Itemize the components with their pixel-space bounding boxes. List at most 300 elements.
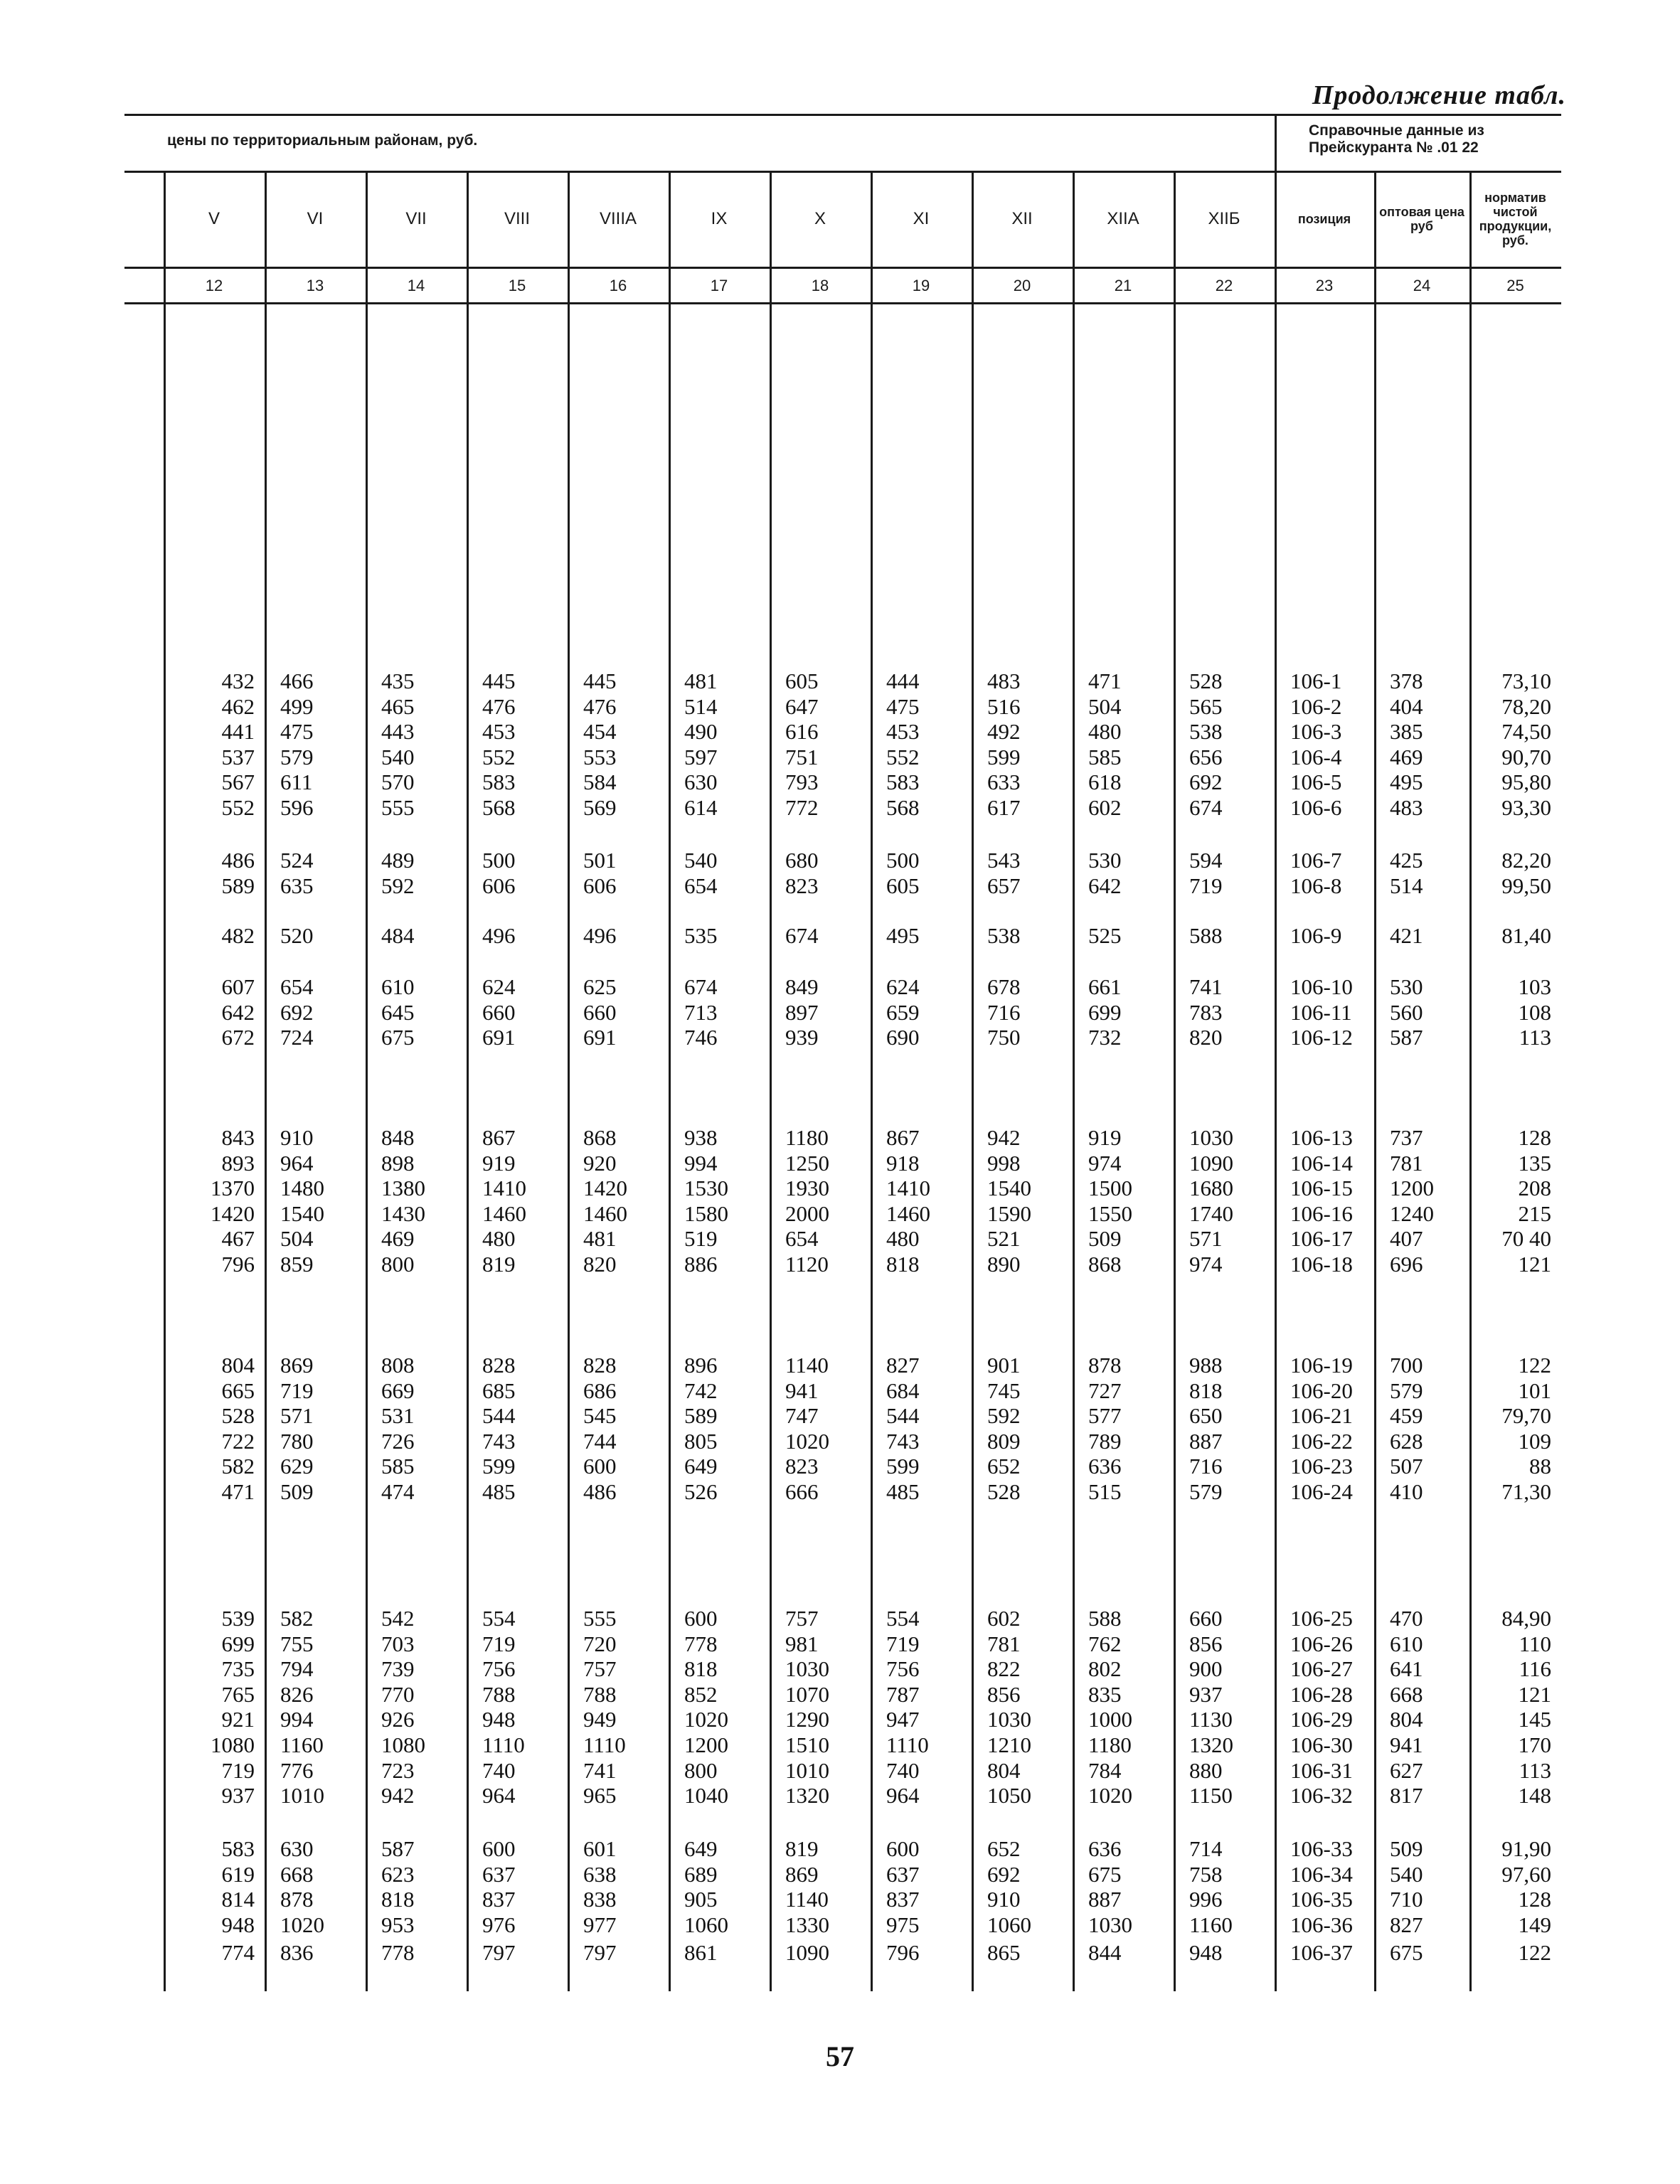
table-cell: 606	[482, 873, 516, 898]
table-cell: 737	[1390, 1125, 1423, 1150]
table-cell: 79,70	[1501, 1403, 1551, 1429]
table-cell: 483	[987, 668, 1021, 693]
table-cell: 901	[987, 1353, 1021, 1378]
table-cell: 594	[1189, 848, 1223, 873]
table-cell: 1140	[785, 1353, 829, 1378]
table-cell: 528	[221, 1403, 255, 1429]
table-cell: 545	[583, 1403, 617, 1429]
column-number: 18	[811, 277, 829, 294]
table-cell: 579	[280, 744, 314, 769]
table-cell: 678	[987, 974, 1021, 999]
table-cell: 636	[1088, 1836, 1122, 1861]
table-cell: 1530	[684, 1176, 728, 1201]
table-cell: 794	[280, 1656, 314, 1682]
table-cell: 650	[1189, 1403, 1223, 1429]
table-cell: 699	[1088, 999, 1122, 1025]
table-cell: 1080	[211, 1732, 255, 1757]
table-cell: 441	[221, 719, 255, 745]
table-cell: 552	[482, 744, 516, 769]
table-cell: 652	[987, 1454, 1021, 1479]
table-cell: 691	[583, 1025, 617, 1050]
table-cell: 1590	[987, 1200, 1031, 1226]
table-cell: 106-16	[1290, 1200, 1353, 1226]
table-cell: 856	[987, 1681, 1021, 1707]
table-cell: 859	[280, 1252, 314, 1277]
table-cell: 432	[221, 668, 255, 693]
table-cell: 569	[583, 795, 617, 820]
table-cell: 867	[482, 1125, 516, 1150]
table-cell: 525	[1088, 923, 1122, 948]
column-divider	[568, 171, 570, 1991]
table-cell: 819	[482, 1252, 516, 1277]
table-cell: 1110	[886, 1732, 929, 1757]
table-cell: 756	[482, 1656, 516, 1682]
table-cell: 867	[886, 1125, 920, 1150]
table-cell: 905	[684, 1887, 718, 1912]
table-cell: 605	[785, 668, 819, 693]
table-cell: 1070	[785, 1681, 829, 1707]
table-cell: 802	[1088, 1656, 1122, 1682]
table-cell: 128	[1518, 1125, 1551, 1150]
table-cell: 1370	[211, 1176, 255, 1201]
table-cell: 776	[280, 1757, 314, 1783]
table-cell: 122	[1518, 1353, 1551, 1378]
table-cell: 861	[684, 1940, 718, 1965]
table-cell: 617	[987, 795, 1021, 820]
table-cell: 113	[1519, 1757, 1551, 1783]
table-cell: 758	[1189, 1861, 1223, 1887]
table-cell: 919	[482, 1150, 516, 1176]
table-cell: 499	[280, 693, 314, 719]
table-cell: 703	[381, 1631, 415, 1656]
table-cell: 215	[1518, 1200, 1551, 1226]
table-cell: 1120	[785, 1252, 829, 1277]
table-cell: 1460	[583, 1200, 627, 1226]
table-cell: 582	[280, 1606, 314, 1631]
table-cell: 630	[280, 1836, 314, 1861]
table-cell: 99,50	[1501, 873, 1551, 898]
table-cell: 1680	[1189, 1176, 1233, 1201]
table-cell: 495	[886, 923, 920, 948]
table-cell: 106-7	[1290, 848, 1342, 873]
table-cell: 542	[381, 1606, 415, 1631]
table-cell: 672	[221, 1025, 255, 1050]
table-cell: 800	[684, 1757, 718, 1783]
table-cell: 1050	[987, 1783, 1031, 1809]
table-cell: 584	[583, 769, 617, 795]
table-cell: 555	[381, 795, 415, 820]
right-header-line-2: Прейскуранта № .01 22	[1309, 139, 1479, 156]
table-cell: 492	[987, 719, 1021, 745]
table-cell: 540	[684, 848, 718, 873]
table-cell: 1030	[785, 1656, 829, 1682]
table-cell: 843	[221, 1125, 255, 1150]
table-cell: 599	[482, 1454, 516, 1479]
table-cell: 675	[1390, 1940, 1423, 1965]
table-cell: 778	[684, 1631, 718, 1656]
table-cell: 106-13	[1290, 1125, 1353, 1150]
table-cell: 732	[1088, 1025, 1122, 1050]
table-cell: 627	[1390, 1757, 1423, 1783]
table-cell: 106-12	[1290, 1025, 1353, 1050]
table-cell: 869	[280, 1353, 314, 1378]
table-cell: 538	[987, 923, 1021, 948]
table-cell: 530	[1088, 848, 1122, 873]
table-cell: 977	[583, 1912, 617, 1937]
table-cell: 602	[1088, 795, 1122, 820]
table-cell: 514	[1390, 873, 1423, 898]
table-cell: 740	[886, 1757, 920, 1783]
table-cell: 528	[987, 1479, 1021, 1504]
table-cell: 669	[381, 1378, 415, 1403]
table-cell: 820	[1189, 1025, 1223, 1050]
table-cell: 822	[987, 1656, 1021, 1682]
table-cell: 1110	[482, 1732, 525, 1757]
table-cell: 113	[1519, 1025, 1551, 1050]
table-cell: 975	[886, 1912, 920, 1937]
table-cell: 716	[987, 999, 1021, 1025]
table-cell: 106-23	[1290, 1454, 1353, 1479]
table-cell: 1020	[785, 1428, 829, 1454]
table-cell: 1060	[684, 1912, 728, 1937]
table-cell: 1080	[381, 1732, 425, 1757]
table-cell: 628	[1390, 1428, 1423, 1454]
column-header: VIII	[504, 208, 530, 228]
table-cell: 91,90	[1501, 1836, 1551, 1861]
table-cell: 1130	[1189, 1707, 1233, 1732]
table-cell: 910	[280, 1125, 314, 1150]
table-cell: 1540	[987, 1176, 1031, 1201]
column-divider	[770, 171, 772, 1991]
table-cell: 1540	[280, 1200, 324, 1226]
table-cell: 926	[381, 1707, 415, 1732]
table-cell: 784	[1088, 1757, 1122, 1783]
table-cell: 526	[684, 1479, 718, 1504]
table-cell: 480	[1088, 719, 1122, 745]
table-cell: 1480	[280, 1176, 324, 1201]
table-cell: 106-4	[1290, 744, 1342, 769]
table-cell: 645	[381, 999, 415, 1025]
table-cell: 994	[684, 1150, 718, 1176]
table-cell: 652	[987, 1836, 1021, 1861]
table-cell: 964	[482, 1783, 516, 1809]
column-divider	[972, 171, 974, 1991]
table-cell: 741	[1189, 974, 1223, 999]
table-cell: 1090	[785, 1940, 829, 1965]
table-cell: 633	[987, 769, 1021, 795]
table-cell: 757	[583, 1656, 617, 1682]
table-cell: 583	[221, 1836, 255, 1861]
table-cell: 720	[583, 1631, 617, 1656]
table-cell: 941	[785, 1378, 819, 1403]
table-cell: 1930	[785, 1176, 829, 1201]
table-cell: 819	[785, 1836, 819, 1861]
table-cell: 692	[280, 999, 314, 1025]
table-cell: 869	[785, 1861, 819, 1887]
table-cell: 976	[482, 1912, 516, 1937]
table-cell: 808	[381, 1353, 415, 1378]
table-cell: 900	[1189, 1656, 1223, 1682]
table-cell: 691	[482, 1025, 516, 1050]
table-cell: 647	[785, 693, 819, 719]
column-number: 15	[508, 277, 526, 294]
table-cell: 583	[886, 769, 920, 795]
table-cell: 787	[886, 1681, 920, 1707]
table-cell: 470	[1390, 1606, 1423, 1631]
table-cell: 649	[684, 1836, 718, 1861]
page-number: 57	[826, 2040, 854, 2072]
table-cell: 719	[886, 1631, 920, 1656]
table-cell: 1460	[482, 1200, 526, 1226]
table-cell: 106-20	[1290, 1378, 1353, 1403]
table-cell: 723	[381, 1757, 415, 1783]
table-cell: 742	[684, 1378, 718, 1403]
table-cell: 605	[886, 873, 920, 898]
table-cell: 1090	[1189, 1150, 1233, 1176]
table-cell: 1580	[684, 1200, 728, 1226]
table-cell: 543	[987, 848, 1021, 873]
table-cell: 796	[221, 1252, 255, 1277]
table-cell: 606	[583, 873, 617, 898]
table-cell: 500	[886, 848, 920, 873]
table-cell: 596	[280, 795, 314, 820]
table-cell: 1200	[684, 1732, 728, 1757]
table-cell: 106-29	[1290, 1707, 1353, 1732]
table-cell: 122	[1518, 1940, 1551, 1965]
header-rule-3	[124, 302, 1561, 304]
table-cell: 443	[381, 719, 415, 745]
table-cell: 466	[280, 668, 314, 693]
table-cell: 467	[221, 1226, 255, 1252]
table-cell: 490	[684, 719, 718, 745]
table-cell: 485	[482, 1479, 516, 1504]
right-group-header	[1309, 122, 1484, 156]
table-cell: 509	[1390, 1836, 1423, 1861]
table-cell: 485	[886, 1479, 920, 1504]
table-cell: 953	[381, 1912, 415, 1937]
table-cell: 1030	[987, 1707, 1031, 1732]
table-cell: 700	[1390, 1353, 1423, 1378]
table-cell: 897	[785, 999, 819, 1025]
table-cell: 827	[1390, 1912, 1423, 1937]
table-cell: 507	[1390, 1454, 1423, 1479]
table-cell: 435	[381, 668, 415, 693]
table-cell: 106-34	[1290, 1861, 1353, 1887]
table-cell: 756	[886, 1656, 920, 1682]
table-cell: 710	[1390, 1887, 1423, 1912]
table-cell: 740	[482, 1757, 516, 1783]
table-cell: 745	[987, 1378, 1021, 1403]
column-number: 20	[1013, 277, 1031, 294]
table-cell: 500	[482, 848, 516, 873]
table-cell: 521	[987, 1226, 1021, 1252]
table-cell: 1430	[381, 1200, 425, 1226]
table-cell: 1290	[785, 1707, 829, 1732]
table-cell: 818	[684, 1656, 718, 1682]
table-cell: 918	[886, 1150, 920, 1176]
table-cell: 93,30	[1501, 795, 1551, 820]
column-header: XII	[1011, 208, 1033, 228]
table-cell: 475	[886, 693, 920, 719]
table-cell: 674	[1189, 795, 1223, 820]
table-cell: 630	[684, 769, 718, 795]
table-cell: 1020	[684, 1707, 728, 1732]
table-cell: 778	[381, 1940, 415, 1965]
table-cell: 780	[280, 1428, 314, 1454]
table-cell: 636	[1088, 1454, 1122, 1479]
column-number: 23	[1315, 277, 1334, 294]
table-cell: 554	[482, 1606, 516, 1631]
table-cell: 410	[1390, 1479, 1423, 1504]
table-cell: 629	[280, 1454, 314, 1479]
table-cell: 774	[221, 1940, 255, 1965]
table-cell: 674	[785, 923, 819, 948]
column-divider	[1374, 171, 1376, 1991]
table-cell: 462	[221, 693, 255, 719]
table-cell: 828	[583, 1353, 617, 1378]
table-cell: 570	[381, 769, 415, 795]
table-cell: 675	[1088, 1861, 1122, 1887]
table-cell: 817	[1390, 1783, 1423, 1809]
table-cell: 106-31	[1290, 1757, 1353, 1783]
column-divider	[669, 171, 671, 1991]
table-cell: 1020	[1088, 1783, 1132, 1809]
table-cell: 106-30	[1290, 1732, 1353, 1757]
table-cell: 1320	[1189, 1732, 1233, 1757]
table-cell: 1060	[987, 1912, 1031, 1937]
table-cell: 727	[1088, 1378, 1122, 1403]
table-cell: 552	[221, 795, 255, 820]
table-cell: 654	[280, 974, 314, 999]
table-cell: 585	[381, 1454, 415, 1479]
table-cell: 106-18	[1290, 1252, 1353, 1277]
table-cell: 719	[482, 1631, 516, 1656]
table-cell: 818	[886, 1252, 920, 1277]
header-rule-2	[124, 267, 1561, 269]
table-cell: 1020	[280, 1912, 324, 1937]
table-cell: 514	[684, 693, 718, 719]
column-number: 19	[912, 277, 930, 294]
table-cell: 765	[221, 1681, 255, 1707]
table-cell: 607	[221, 974, 255, 999]
table-cell: 509	[1088, 1226, 1122, 1252]
table-cell: 1240	[1390, 1200, 1434, 1226]
table-cell: 750	[987, 1025, 1021, 1050]
table-cell: 941	[1390, 1732, 1423, 1757]
table-cell: 106-37	[1290, 1940, 1353, 1965]
table-cell: 404	[1390, 693, 1423, 719]
table-cell: 686	[583, 1378, 617, 1403]
table-cell: 948	[1189, 1940, 1223, 1965]
table-cell: 974	[1088, 1150, 1122, 1176]
column-header: IX	[711, 208, 728, 228]
table-cell: 910	[987, 1887, 1021, 1912]
table-cell: 577	[1088, 1403, 1122, 1429]
table-cell: 106-17	[1290, 1226, 1353, 1252]
table-cell: 106-6	[1290, 795, 1342, 820]
table-cell: 553	[583, 744, 617, 769]
table-cell: 637	[886, 1861, 920, 1887]
table-cell: 106-15	[1290, 1176, 1353, 1201]
table-cell: 465	[381, 693, 415, 719]
table-cell: 110	[1519, 1631, 1551, 1656]
table-cell: 504	[280, 1226, 314, 1252]
table-cell: 459	[1390, 1403, 1423, 1429]
table-cell: 560	[1390, 999, 1423, 1025]
table-cell: 788	[482, 1681, 516, 1707]
table-cell: 520	[280, 923, 314, 948]
table-cell: 496	[583, 923, 617, 948]
table-cell: 818	[381, 1887, 415, 1912]
table-caption: Продолжение табл.	[1312, 80, 1566, 110]
table-cell: 666	[785, 1479, 819, 1504]
table-cell: 425	[1390, 848, 1423, 873]
table-cell: 469	[381, 1226, 415, 1252]
table-cell: 1410	[482, 1176, 526, 1201]
table-cell: 88	[1529, 1454, 1551, 1479]
table-cell: 789	[1088, 1428, 1122, 1454]
table-cell: 836	[280, 1940, 314, 1965]
table-cell: 1500	[1088, 1176, 1132, 1201]
table-cell: 106-28	[1290, 1681, 1353, 1707]
table-cell: 589	[221, 873, 255, 898]
column-header: оптовая цена руб	[1379, 204, 1464, 233]
table-cell: 751	[785, 744, 819, 769]
table-cell: 625	[583, 974, 617, 999]
table-cell: 898	[381, 1150, 415, 1176]
column-header: VIIIA	[599, 208, 637, 228]
table-cell: 597	[684, 744, 718, 769]
table-cell: 565	[1189, 693, 1223, 719]
table-cell: 101	[1518, 1378, 1551, 1403]
table-cell: 600	[684, 1606, 718, 1631]
table-cell: 610	[381, 974, 415, 999]
column-header: XIIA	[1107, 208, 1139, 228]
table-cell: 486	[221, 848, 255, 873]
table-cell: 519	[684, 1226, 718, 1252]
table-cell: 654	[684, 873, 718, 898]
table-cell: 887	[1189, 1428, 1223, 1454]
table-cell: 106-14	[1290, 1150, 1353, 1176]
table-cell: 692	[1189, 769, 1223, 795]
table-cell: 128	[1518, 1887, 1551, 1912]
table-cell: 890	[987, 1252, 1021, 1277]
table-cell: 106-22	[1290, 1428, 1353, 1454]
table-cell: 554	[886, 1606, 920, 1631]
table-cell: 70 40	[1501, 1226, 1551, 1252]
table-cell: 445	[583, 668, 617, 693]
table-cell: 638	[583, 1861, 617, 1887]
table-cell: 103	[1518, 974, 1551, 999]
table-cell: 73,10	[1501, 668, 1551, 693]
table-cell: 1030	[1088, 1912, 1132, 1937]
table-cell: 964	[280, 1150, 314, 1176]
table-cell: 809	[987, 1428, 1021, 1454]
table-cell: 524	[280, 848, 314, 873]
table-cell: 1010	[785, 1757, 829, 1783]
table-cell: 84,90	[1501, 1606, 1551, 1631]
table-cell: 1320	[785, 1783, 829, 1809]
table-cell: 793	[785, 769, 819, 795]
table-cell: 583	[482, 769, 516, 795]
column-divider	[1073, 171, 1075, 1991]
table-cell: 939	[785, 1025, 819, 1050]
table-cell: 1420	[583, 1176, 627, 1201]
table-cell: 654	[785, 1226, 819, 1252]
table-cell: 641	[1390, 1656, 1423, 1682]
table-cell: 668	[1390, 1681, 1423, 1707]
table-cell: 540	[1390, 1861, 1423, 1887]
